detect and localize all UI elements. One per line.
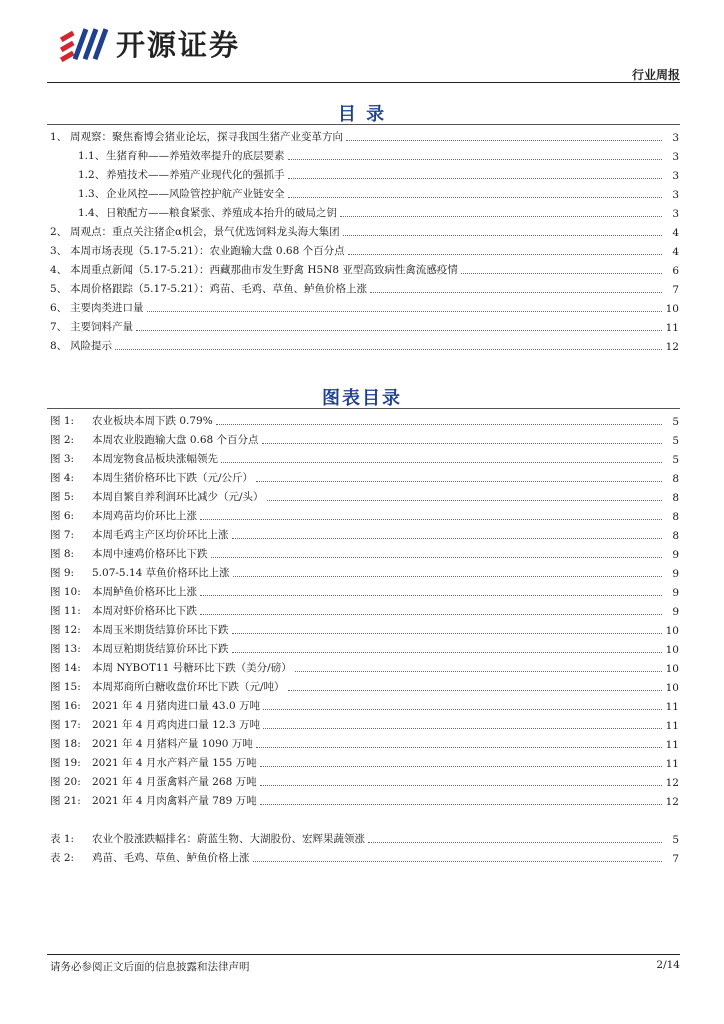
entry-number: 图 17:: [50, 719, 81, 731]
entry-page: 11: [665, 758, 679, 770]
entry-number: 4、: [50, 264, 68, 276]
dot-leader: [288, 178, 663, 179]
toc-entry[interactable]: [50, 656, 679, 675]
entry-title: 本周农业股跑输大盘 0.68 个百分点: [92, 434, 259, 446]
entry-title: 本周生猪价格环比下跌（元/公斤）: [92, 472, 254, 484]
dot-leader: [256, 747, 662, 748]
entry-title: 本周郑商所白糖收盘价环比下跌（元/吨）: [92, 681, 285, 693]
entry-page: 11: [665, 720, 679, 732]
brand-logo: [58, 22, 278, 64]
entry-number: 图 13:: [50, 643, 81, 655]
dot-leader: [211, 557, 663, 558]
entry-page: 3: [672, 208, 679, 220]
entry-number: 图 10:: [50, 586, 81, 598]
entry-number: 图 5:: [50, 491, 75, 503]
entry-number: 图 21:: [50, 795, 81, 807]
entry-number: 图 12:: [50, 624, 81, 636]
entry-page: 6: [672, 265, 679, 277]
dot-leader: [115, 349, 662, 350]
entry-title: 周观察：聚焦畜博会猪业论坛，探寻我国生猪产业变革方向: [70, 131, 343, 143]
brand-logo-icon: [58, 22, 110, 64]
dot-leader: [267, 500, 662, 501]
entry-title: 2021 年 4 月鸡肉进口量 12.3 万吨: [92, 719, 260, 731]
dot-leader: [368, 842, 662, 843]
entry-page: 10: [665, 625, 679, 637]
dot-leader: [260, 804, 662, 805]
dot-leader: [346, 140, 662, 141]
tables-list: [50, 827, 679, 865]
dot-leader: [232, 652, 663, 653]
entry-page: 3: [672, 170, 679, 182]
entry-page: 12: [665, 777, 679, 789]
toc-entry[interactable]: [50, 561, 679, 580]
entry-number: 5、: [50, 283, 68, 295]
entry-page: 8: [672, 473, 679, 485]
entry-page: 5: [672, 416, 679, 428]
entry-title: 周观点：重点关注猪企α机会，景气优选饲料龙头海大集团: [70, 226, 340, 238]
toc-entry[interactable]: [50, 220, 679, 239]
toc-entry[interactable]: [50, 580, 679, 599]
footer-page-number: 2/14: [656, 959, 680, 971]
toc-entry[interactable]: [50, 751, 679, 770]
entry-number: 图 6:: [50, 510, 75, 522]
dot-leader: [262, 443, 662, 444]
entry-page: 10: [665, 644, 679, 656]
toc-entry[interactable]: [50, 732, 679, 751]
figures-list: [50, 409, 679, 808]
dot-leader: [253, 861, 663, 862]
toc-entry[interactable]: [50, 201, 679, 220]
dot-leader: [288, 690, 662, 691]
entry-number: 图 9:: [50, 567, 75, 579]
entry-page: 4: [672, 246, 679, 258]
toc-entry[interactable]: [50, 542, 679, 561]
toc-entry[interactable]: [50, 447, 679, 466]
entry-number: 图 8:: [50, 548, 75, 560]
entry-title: 主要饲料产量: [70, 321, 133, 333]
entry-page: 3: [672, 151, 679, 163]
entry-number: 表 1:: [50, 833, 75, 845]
entry-number: 1.1、: [78, 150, 106, 162]
entry-number: 3、: [50, 245, 68, 257]
dot-leader: [288, 197, 663, 198]
entry-number: 图 16:: [50, 700, 81, 712]
entry-page: 9: [672, 606, 679, 618]
toc-entry[interactable]: [50, 675, 679, 694]
entry-title: 本周豆粕期货结算价环比下跌: [92, 643, 229, 655]
dot-leader: [461, 273, 662, 274]
entry-page: 9: [672, 549, 679, 561]
toc-entry[interactable]: [50, 182, 679, 201]
dot-leader: [200, 614, 662, 615]
toc-entry[interactable]: [50, 296, 679, 315]
toc-entry[interactable]: [50, 713, 679, 732]
dot-leader: [256, 481, 662, 482]
dot-leader: [263, 728, 662, 729]
entry-page: 5: [672, 435, 679, 447]
entry-page: 8: [672, 530, 679, 542]
dot-leader: [260, 785, 662, 786]
entry-title: 2021 年 4 月猪料产量 1090 万吨: [92, 738, 253, 750]
entry-number: 7、: [50, 321, 68, 333]
entry-number: 2、: [50, 226, 68, 238]
entry-title: 本周重点新闻（5.17-5.21）：西藏那曲市发生野禽 H5N8 亚型高致病性禽流感疫情: [70, 264, 458, 276]
entry-page: 12: [665, 341, 679, 353]
entry-number: 图 1:: [50, 415, 75, 427]
entry-title: 企业风控——风险管控护航产业链安全: [106, 188, 285, 200]
dot-leader: [232, 538, 663, 539]
toc-entry[interactable]: [50, 846, 679, 865]
entry-page: 11: [665, 739, 679, 751]
toc-entry[interactable]: [50, 466, 679, 485]
entry-title: 本周市场表现（5.17-5.21）：农业跑输大盘 0.68 个百分点: [70, 245, 345, 257]
entry-title: 本周鸡苗均价环比上涨: [92, 510, 197, 522]
entry-page: 10: [665, 663, 679, 675]
toc-entry[interactable]: [50, 409, 679, 428]
dot-leader: [216, 424, 662, 425]
header-divider: [47, 82, 680, 83]
entry-title: 本周宠物食品板块涨幅领先: [92, 453, 218, 465]
entry-title: 本周中速鸡价格环比下跌: [92, 548, 208, 560]
dot-leader: [147, 311, 663, 312]
entry-title: 风险提示: [70, 340, 112, 352]
entry-number: 6、: [50, 302, 68, 314]
entry-title: 2021 年 4 月猪肉进口量 43.0 万吨: [92, 700, 260, 712]
entry-title: 农业个股涨跌幅排名：蔚蓝生物、大湖股份、宏辉果蔬领涨: [92, 833, 365, 845]
entry-title: 生猪育种——养殖效率提升的底层要素: [106, 150, 285, 162]
dot-leader: [221, 462, 662, 463]
entry-page: 9: [672, 568, 679, 580]
dot-leader: [232, 633, 663, 634]
entry-page: 8: [672, 511, 679, 523]
entry-title: 本周 NYBOT11 号糖环比下跌（美分/磅）: [92, 662, 292, 674]
dot-leader: [340, 216, 662, 217]
entry-number: 图 19:: [50, 757, 81, 769]
dot-leader: [263, 709, 662, 710]
entry-title: 本周玉米期货结算价环比下跌: [92, 624, 229, 636]
toc-entry[interactable]: [50, 789, 679, 808]
toc-entry[interactable]: [50, 694, 679, 713]
entry-number: 1.4、: [78, 207, 106, 219]
entry-page: 7: [672, 853, 679, 865]
entry-title: 鸡苗、毛鸡、草鱼、鲈鱼价格上涨: [92, 852, 250, 864]
entry-page: 5: [672, 454, 679, 466]
toc-entry[interactable]: [50, 770, 679, 789]
dot-leader: [370, 292, 662, 293]
entry-number: 图 18:: [50, 738, 81, 750]
entry-page: 11: [665, 322, 679, 334]
toc-entry[interactable]: [50, 315, 679, 334]
entry-title: 本周价格跟踪（5.17-5.21）：鸡苗、毛鸡、草鱼、鲈鱼价格上涨: [70, 283, 368, 295]
entry-number: 图 20:: [50, 776, 81, 788]
entry-title: 本周对虾价格环比下跌: [92, 605, 197, 617]
toc-entry[interactable]: [50, 485, 679, 504]
entry-number: 图 14:: [50, 662, 81, 674]
entry-number: 表 2:: [50, 852, 75, 864]
dot-leader: [200, 519, 662, 520]
dot-leader: [343, 235, 662, 236]
toc-entry[interactable]: [50, 523, 679, 542]
entry-title: 2021 年 4 月水产料产量 155 万吨: [92, 757, 257, 769]
toc-entry[interactable]: [50, 144, 679, 163]
dot-leader: [348, 254, 662, 255]
toc-entry[interactable]: [50, 277, 679, 296]
entry-number: 图 7:: [50, 529, 75, 541]
brand-name: 开源证券: [116, 27, 241, 62]
entry-page: 9: [672, 587, 679, 599]
toc-entry[interactable]: [50, 827, 679, 846]
entry-number: 图 4:: [50, 472, 75, 484]
entry-title: 5.07-5.14 草鱼价格环比上涨: [92, 567, 230, 579]
toc-entry[interactable]: [50, 637, 679, 656]
entry-title: 养殖技术——养殖产业现代化的强抓手: [106, 169, 285, 181]
figures-title: 图表目录: [322, 388, 402, 409]
entry-number: 1、: [50, 131, 68, 143]
entry-number: 图 3:: [50, 453, 75, 465]
toc-entry[interactable]: [50, 125, 679, 144]
dot-leader: [136, 330, 662, 331]
entry-page: 8: [672, 492, 679, 504]
entry-title: 农业板块本周下跌 0.79%: [92, 415, 213, 427]
entry-page: 3: [672, 189, 679, 201]
dot-leader: [260, 766, 662, 767]
entry-page: 12: [665, 796, 679, 808]
entry-number: 图 11:: [50, 605, 81, 617]
entry-title: 本周自繁自养利润环比减少（元/头）: [92, 491, 264, 503]
toc-entry[interactable]: [50, 428, 679, 447]
entry-page: 11: [665, 701, 679, 713]
entry-page: 10: [665, 303, 679, 315]
footer-divider: [47, 954, 680, 955]
dot-leader: [233, 576, 662, 577]
entry-number: 图 15:: [50, 681, 81, 693]
toc-entry[interactable]: [50, 618, 679, 637]
entry-number: 图 2:: [50, 434, 75, 446]
report-type-label: 行业周报: [631, 68, 680, 82]
entry-title: 主要肉类进口量: [70, 302, 144, 314]
dot-leader: [295, 671, 662, 672]
entry-page: 5: [672, 834, 679, 846]
entry-number: 1.3、: [78, 188, 106, 200]
toc-entry[interactable]: [50, 258, 679, 277]
entry-page: 7: [672, 284, 679, 296]
entry-number: 1.2、: [78, 169, 106, 181]
toc-entry[interactable]: [50, 163, 679, 182]
footer-disclaimer: 请务必参阅正文后面的信息披露和法律声明: [50, 961, 250, 973]
dot-leader: [288, 159, 663, 160]
entry-page: 10: [665, 682, 679, 694]
toc-entry[interactable]: [50, 599, 679, 618]
entry-page: 4: [672, 227, 679, 239]
toc-entry[interactable]: [50, 334, 679, 353]
entry-title: 2021 年 4 月肉禽料产量 789 万吨: [92, 795, 257, 807]
dot-leader: [200, 595, 662, 596]
toc-entry[interactable]: [50, 239, 679, 258]
toc-list: [50, 125, 679, 353]
toc-entry[interactable]: [50, 504, 679, 523]
entry-number: 8、: [50, 340, 68, 352]
entry-page: 3: [672, 132, 679, 144]
entry-title: 2021 年 4 月蛋禽料产量 268 万吨: [92, 776, 257, 788]
entry-title: 日粮配方——粮食紧张、养殖成本抬升的破局之钥: [106, 207, 337, 219]
toc-title: 目 录: [337, 104, 387, 125]
entry-title: 本周毛鸡主产区均价环比上涨: [92, 529, 229, 541]
entry-title: 本周鲈鱼价格环比上涨: [92, 586, 197, 598]
